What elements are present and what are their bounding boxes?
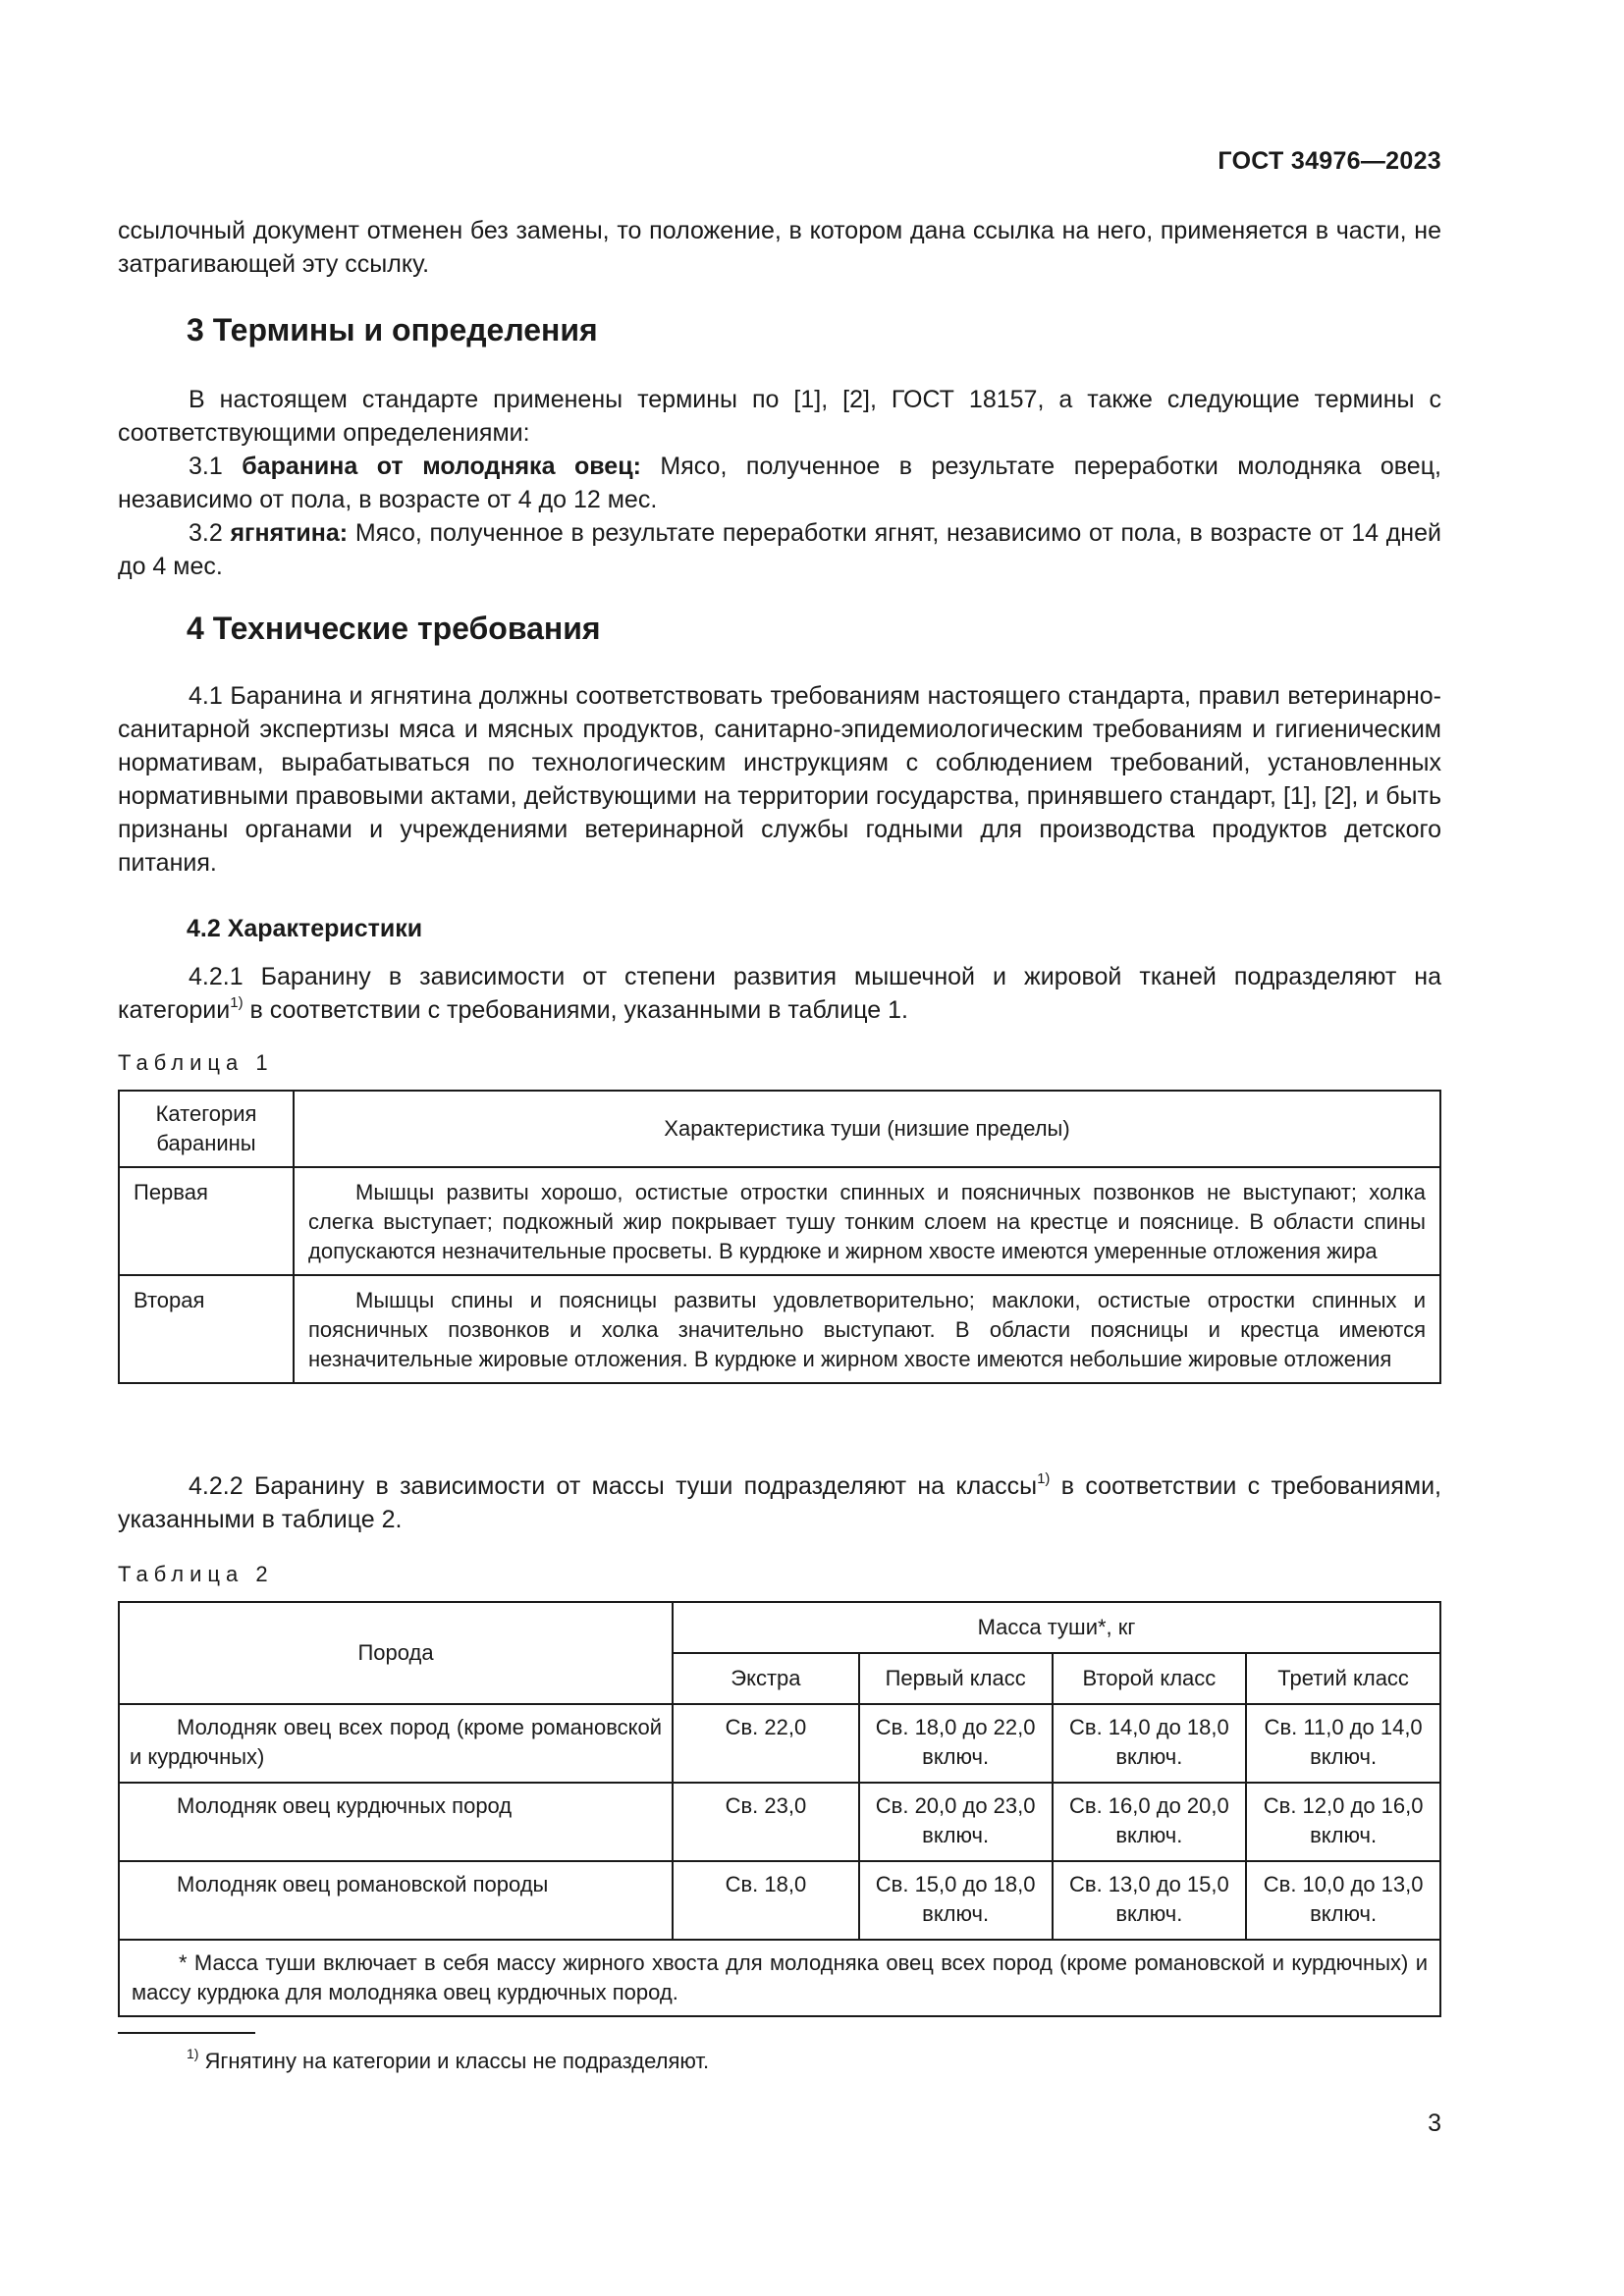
mass-cell: Св. 20,0 до 23,0 включ.: [859, 1783, 1053, 1861]
footnote-marker: 1): [187, 2046, 199, 2061]
table-2-header-row: [119, 1602, 1440, 1653]
term-3-2-num: 3.2: [189, 519, 223, 547]
description-cell: Мышцы развиты хорошо, остистые отростки спинных и поясничных позвонков не выступают; холка слегка выступает; подкожный жир покрывает тушу тонким слоем на крестце и пояснице. В области спины допускаются незначительные просветы. В курдюке и жирном хвосте имеются умеренные отложения жира: [294, 1167, 1440, 1275]
paragraph-4-1: 4.1 Баранина и ягнятина должны соответствовать требованиям настоящего стандарта, правил ветеринарно-санитарной экспертизы мяса и мясных продуктов, санитарно-эпидемиологическим требованиям и гигиеническим нормативам, вырабатываться по технологическим инструкциям с соблюдением требований, установленных нормативными правовыми актами, действующими на территории государства, принявшего стандарт, [1], [2], и быть признаны органами и учреждениями ветеринарной службы годными для производства продуктов детского питания.: [118, 682, 1441, 877]
section-3-body: [118, 383, 1441, 583]
table-2-col-breed: Порода: [119, 1602, 673, 1704]
breed-cell: Молодняк овец романовской породы: [119, 1861, 673, 1940]
table-1-col-category: Категория баранины: [119, 1091, 294, 1167]
mass-cell: Св. 23,0: [673, 1783, 859, 1861]
table-1-caption: Таблица 1: [118, 1050, 274, 1075]
footnote-divider: [118, 2032, 255, 2034]
table-row: [119, 1861, 1440, 1940]
mass-cell: Св. 22,0: [673, 1704, 859, 1783]
mass-cell: Св. 10,0 до 13,0 включ.: [1246, 1861, 1440, 1940]
paragraph-4-2-2-text-end: в соответствии с требованиями, указанными в таблице 2.: [118, 1472, 1441, 1533]
mass-cell: Св. 18,0 до 22,0 включ.: [859, 1704, 1053, 1783]
footnote-ref: 1): [230, 994, 244, 1011]
term-3-2-definition: Мясо, полученное в результате переработки ягнят, независимо от пола, в возрасте от 14 дней до 4 мес.: [118, 519, 1441, 580]
category-cell: Вторая: [119, 1275, 294, 1383]
table-2-col-first: Первый класс: [859, 1653, 1053, 1704]
mass-cell: Св. 11,0 до 14,0 включ.: [1246, 1704, 1440, 1783]
paragraph-4-2-1: [118, 960, 1441, 1027]
mass-cell: Св. 16,0 до 20,0 включ.: [1053, 1783, 1247, 1861]
footnote-text: Ягнятину на категории и классы не подразделяют.: [204, 2049, 710, 2073]
term-3-1: [118, 450, 1441, 516]
footnote-ref: 1): [1037, 1470, 1051, 1487]
table-2-note-row: [119, 1940, 1440, 2016]
paragraph-4-2-1-text-end: в соответствии с требованиями, указанными в таблице 1.: [243, 996, 908, 1024]
category-cell: Первая: [119, 1167, 294, 1275]
intro-paragraph: ссылочный документ отменен без замены, то положение, в котором дана ссылка на него, применяется в части, не затрагивающей эту ссылку.: [118, 217, 1441, 278]
mass-cell: Св. 18,0: [673, 1861, 859, 1940]
table-row: [119, 1275, 1440, 1383]
mass-cell: Св. 12,0 до 16,0 включ.: [1246, 1783, 1440, 1861]
standard-number: ГОСТ 34976—2023: [1218, 147, 1441, 175]
subsection-4-2-title: 4.2 Характеристики: [187, 915, 423, 942]
table-2-caption: Таблица 2: [118, 1562, 274, 1586]
paragraph-4-2-2-text: 4.2.2 Баранину в зависимости от массы туши подразделяют на классы: [189, 1472, 1038, 1500]
term-3-2: [118, 516, 1441, 583]
table-2-col-third: Третий класс: [1246, 1653, 1440, 1704]
table-row: [119, 1783, 1440, 1861]
breed-cell: Молодняк овец всех пород (кроме романовской и курдючных): [119, 1704, 673, 1783]
table-2-col-mass: Масса туши*, кг: [673, 1602, 1440, 1653]
section-3-intro: В настоящем стандарте применены термины по [1], [2], ГОСТ 18157, а также следующие термины с соответствующими определениями:: [118, 386, 1441, 447]
paragraph-4-2-2: [118, 1469, 1441, 1536]
description-cell: Мышцы спины и поясницы развиты удовлетворительно; маклоки, остистые отростки спинных и поясничных позвонков и холка значительно выступают. В области поясницы и крестца имеются незначительные жировые отложения. В курдюке и жирном хвосте имеются небольшие жировые отложения: [294, 1275, 1440, 1383]
section-3-title: 3 Термины и определения: [187, 312, 598, 347]
table-2-col-second: Второй класс: [1053, 1653, 1247, 1704]
table-1: [118, 1090, 1441, 1384]
paragraph-4-2-1-text: 4.2.1 Баранину в зависимости от степени развития мышечной и жировой тканей подразделяют на категории: [118, 963, 1441, 1024]
page-number: 3: [1428, 2109, 1441, 2137]
term-3-2-term: ягнятина:: [230, 519, 349, 547]
term-3-1-num: 3.1: [189, 453, 223, 480]
table-row: [119, 1704, 1440, 1783]
term-3-1-definition: Мясо, полученное в результате переработки молодняка овец, независимо от пола, в возрасте от 4 до 12 мес.: [118, 453, 1441, 513]
table-row: [119, 1167, 1440, 1275]
mass-cell: Св. 14,0 до 18,0 включ.: [1053, 1704, 1247, 1783]
breed-cell: Молодняк овец курдючных пород: [119, 1783, 673, 1861]
table-2-col-extra: Экстра: [673, 1653, 859, 1704]
table-2: [118, 1601, 1441, 2017]
mass-cell: Св. 13,0 до 15,0 включ.: [1053, 1861, 1247, 1940]
term-3-1-term: баранина от молодняка овец:: [242, 453, 641, 480]
table-1-header-row: [119, 1091, 1440, 1167]
table-1-col-description: Характеристика туши (низшие пределы): [294, 1091, 1440, 1167]
mass-cell: Св. 15,0 до 18,0 включ.: [859, 1861, 1053, 1940]
footnote: [187, 2046, 710, 2074]
section-4-title: 4 Технические требования: [187, 611, 601, 646]
table-2-note: * Масса туши включает в себя массу жирного хвоста для молодняка овец всех пород (кроме романовской и курдючных) и массу курдюка для молодняка овец курдючных пород.: [119, 1940, 1440, 2016]
